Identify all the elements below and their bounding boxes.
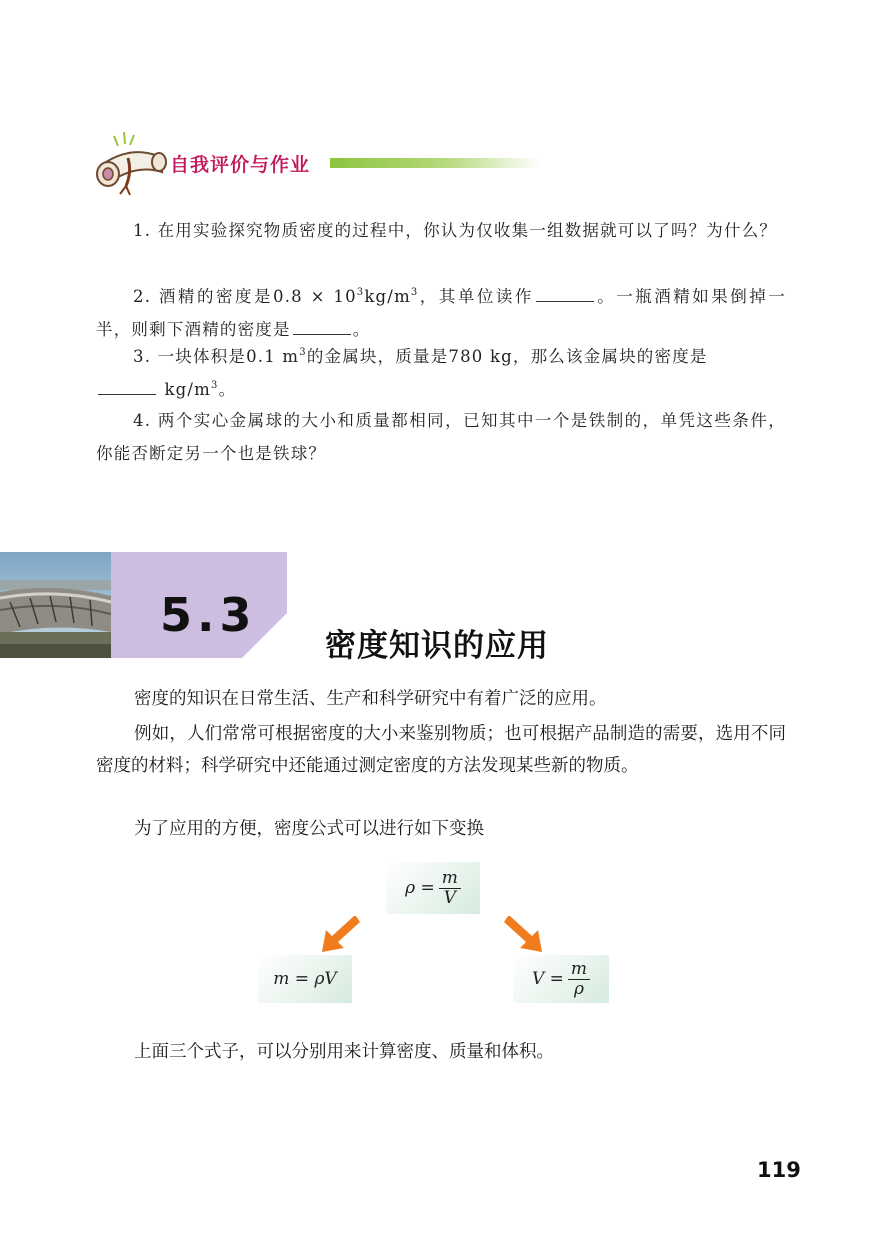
exercise-number: 2. [133,287,152,306]
exercise-3 [96,340,786,406]
paragraph [96,718,786,782]
banner-decoration-bar [330,158,540,168]
paragraph [96,813,786,845]
answer-blank[interactable] [293,320,351,335]
exponent: 3 [299,347,307,358]
exercise-text: 酒精的密度是0.8 × 10 [158,287,357,306]
formula-lhs: ρ = [405,878,435,898]
density-formula [386,862,480,914]
volume-formula [513,955,609,1003]
exponent: 3 [211,380,219,391]
formula-text: m = ρV [273,969,337,989]
answer-blank[interactable] [98,380,156,395]
scroll-icon [92,132,172,198]
exercise-text: ，其单位读作 [418,287,534,306]
exercise-text: 。 [352,320,371,339]
section-number: 5.3 [160,588,257,642]
paragraph-text: 上面三个式子，可以分别用来计算密度、质量和体积。 [134,1042,554,1062]
exercise-text: 。 [218,380,237,399]
paragraph [96,1036,786,1068]
exercise-4 [96,404,786,470]
fraction-numerator: m [568,960,590,980]
arrow-down-right-icon [502,912,546,956]
exercise-1 [96,214,786,247]
fraction [439,869,461,908]
paragraph [96,683,786,715]
page-number: 119 [757,1158,801,1182]
exponent: 3 [410,287,419,298]
fraction-numerator: m [439,869,461,889]
unit-text: kg/m [364,287,411,306]
paragraph-text: 为了应用的方便，密度公式可以进行如下变换 [134,819,484,839]
answer-blank[interactable] [536,287,594,302]
exercise-text: 。一瓶酒精如果倒掉一半，则剩下酒精的密度是 [96,287,786,339]
banner-title: 自我评价与作业 [170,154,311,176]
fraction-denominator: ρ [573,978,584,999]
formula-lhs: V = [531,969,564,989]
exercise-text: 两个实心金属球的大小和质量都相同，已知其中一个是铁制的，单凭这些条件，你能否断定另一个也是铁球？ [96,411,786,463]
paragraph-text: 密度的知识在日常生活、生产和科学研究中有着广泛的应用。 [134,689,607,709]
fraction [568,960,590,999]
fraction-denominator: V [443,887,456,908]
exercise-text: 一块体积是0.1 m [157,347,300,366]
paragraph-text: 例如，人们常常可根据密度的大小来鉴别物质；也可根据产品制造的需要，选用不同密度的材料；科学研究中还能通过测定密度的方法发现某些新的物质。 [96,724,786,776]
arrow-down-left-icon [318,912,362,956]
exercise-number: 3. [133,347,152,366]
section-title: 密度知识的应用 [325,628,549,664]
exercise-number: 4. [133,411,152,430]
exponent: 3 [356,287,365,298]
stadium-photo [0,552,111,658]
unit-text: kg/m [164,380,212,399]
exercise-2 [96,280,786,346]
exercise-number: 1. [133,221,152,240]
exercise-text: 在用实验探究物质密度的过程中，你认为仅收集一组数据就可以了吗？为什么？ [157,221,778,240]
mass-formula [258,955,352,1003]
exercise-text: 的金属块，质量是780 kg，那么该金属块的密度是 [306,347,708,366]
